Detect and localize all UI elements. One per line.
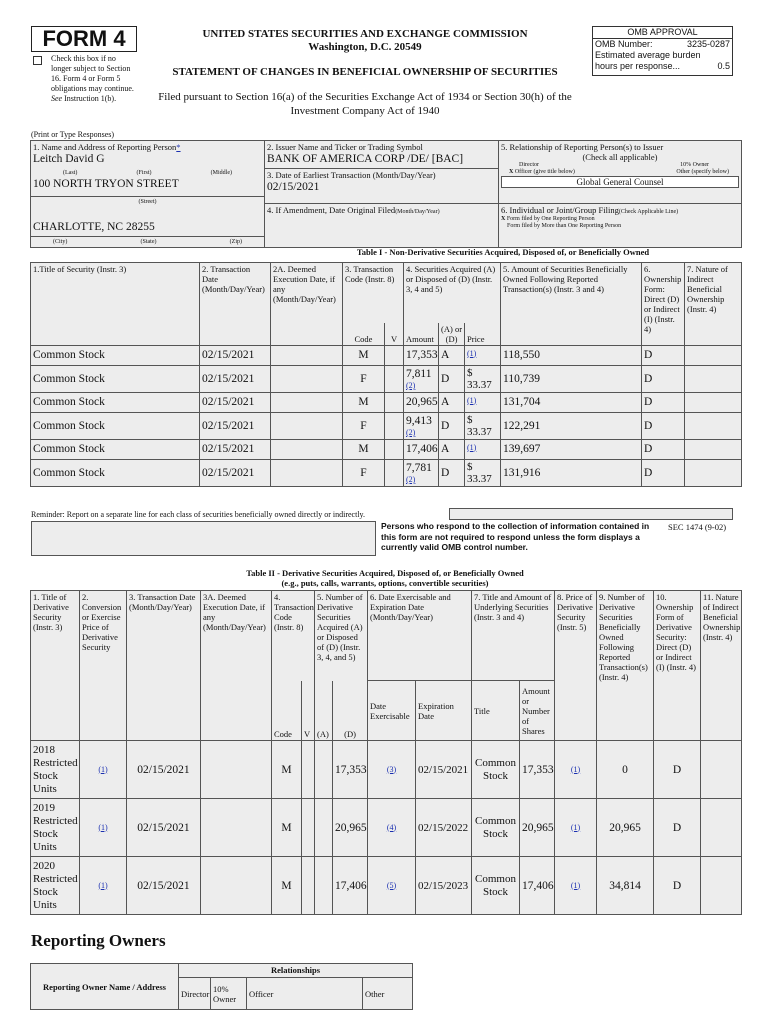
t1-nature: [685, 459, 742, 486]
omb-approval-box: [592, 26, 733, 76]
t1-v: [385, 439, 404, 459]
reporting-person-street: 100 NORTH TRYON STREET: [33, 178, 179, 190]
t1-security-title: Common Stock: [31, 439, 200, 459]
t2-date-exercisable[interactable]: [368, 799, 416, 857]
no-longer-subject-checkbox[interactable]: [33, 56, 42, 65]
t1-deemed-date: [271, 392, 343, 412]
t2-h-v: V: [302, 681, 315, 741]
t1-amount: [404, 365, 439, 392]
omb-number-label: OMB Number:: [595, 39, 653, 49]
t2-acquired: [315, 857, 333, 915]
t1-price: $ 33.37: [465, 412, 501, 439]
omb-title: OMB APPROVAL: [593, 27, 732, 39]
t1-code: M: [343, 439, 385, 459]
t2-underlying-title: Common Stock: [472, 857, 520, 915]
t1-amount: [404, 439, 439, 459]
director-option: Director: [519, 162, 539, 168]
issuer-label: 2. Issuer Name and Ticker or Trading Symbol: [267, 142, 423, 152]
table2-title-line1: Table II - Derivative Securities Acquired, Disposed of, or Beneficially Owned: [246, 568, 524, 578]
t1-v: [385, 392, 404, 412]
t2-h-conv: 2. Conversion or Exercise Price of Derivative Security: [80, 591, 127, 741]
t2-derivative-price[interactable]: [555, 857, 597, 915]
reminder-left-box: [31, 521, 376, 556]
t1-security-title: Common Stock: [31, 412, 200, 439]
t1-price[interactable]: [465, 345, 501, 365]
t1-amount-footnote-link[interactable]: (2): [406, 475, 416, 484]
t2-deemed-date: [201, 799, 272, 857]
reporting-owners-heading: Reporting Owners: [31, 931, 166, 950]
agency-name: [170, 28, 560, 54]
t2-h-title: 1. Title of Derivative Security (Instr. 3): [31, 591, 80, 741]
t2-owned-following: 34,814: [597, 857, 654, 915]
t1-h-aord: (A) or (D): [439, 323, 465, 346]
t2-underlying-amount: 17,353: [520, 741, 555, 799]
t2-owned-following: 0: [597, 741, 654, 799]
t1-owned-following: 131,704: [501, 392, 642, 412]
t1-transaction-date: 02/15/2021: [200, 459, 271, 486]
t2-h-code-sub: Code: [272, 681, 302, 741]
t1-v: [385, 365, 404, 392]
t2-date-exercisable-link[interactable]: (4): [386, 822, 397, 832]
t2-date-exercisable-link[interactable]: (5): [386, 880, 397, 890]
t2-deemed-date: [201, 857, 272, 915]
t2-h-nature: 11. Nature of Indirect Beneficial Ownership (Instr. 4): [701, 591, 742, 741]
reporting-owners-table: [30, 963, 413, 1010]
t2-h-code: 4. Transaction Code (Instr. 8): [272, 591, 315, 681]
t1-owned-following: 110,739: [501, 365, 642, 392]
earliest-date-label: 3. Date of Earliest Transaction (Month/Day/Year): [267, 170, 436, 180]
t1-transaction-date: 02/15/2021: [200, 392, 271, 412]
t1-deemed-date: [271, 365, 343, 392]
t1-code: F: [343, 412, 385, 439]
checkbox-instruction: [51, 54, 135, 104]
t1-price[interactable]: [465, 439, 501, 459]
t1-price-link[interactable]: (1): [467, 348, 477, 358]
t1-amount-footnote-link[interactable]: (2): [406, 381, 416, 390]
filed-pursuant: Filed pursuant to Section 16(a) of the Securities Exchange Act of 1934 or Section 30(h) of the Investment Company Act of 1940: [158, 91, 572, 117]
t1-h-date: 2. Transaction Date (Month/Day/Year): [200, 263, 271, 346]
t1-ownership-form: D: [642, 365, 685, 392]
t1-a-or-d: D: [439, 365, 465, 392]
t2-h-price: 8. Price of Derivative Security (Instr. 5): [555, 591, 597, 741]
t1-deemed-date: [271, 345, 343, 365]
t1-v: [385, 412, 404, 439]
t2-ownership-form: D: [654, 799, 701, 857]
t1-code: M: [343, 392, 385, 412]
t1-price-link[interactable]: (1): [467, 395, 477, 405]
t1-h-amount: Amount: [404, 323, 439, 346]
reporting-info-grid: [30, 140, 742, 248]
t1-nature: [685, 345, 742, 365]
t2-h-under-amount: Amount or Number of Shares: [520, 681, 555, 741]
t2-nature: [701, 799, 742, 857]
t1-a-or-d: D: [439, 412, 465, 439]
t1-h-form: 6. Ownership Form: Direct (D) or Indirect (I) (Instr. 4): [642, 263, 685, 346]
t1-amount: [404, 459, 439, 486]
box1-star-link[interactable]: *: [176, 142, 181, 152]
t1-security-title: Common Stock: [31, 365, 200, 392]
t2-nature: [701, 741, 742, 799]
t1-price-link[interactable]: (1): [467, 442, 477, 452]
table1-non-derivative: [30, 262, 742, 487]
t2-disposed: 20,965: [333, 799, 368, 857]
t1-amount: [404, 345, 439, 365]
t2-code: M: [272, 741, 302, 799]
t2-transaction-date: 02/15/2021: [127, 857, 201, 915]
table2-row: [31, 857, 742, 915]
t2-conversion-price-link[interactable]: (1): [98, 880, 108, 890]
t2-acquired: [315, 799, 333, 857]
last-label: (Last): [63, 170, 78, 176]
t2-derivative-price-link[interactable]: (1): [570, 764, 581, 774]
t2-h-date: 3. Transaction Date (Month/Day/Year): [127, 591, 201, 741]
t2-security-title: 2020 Restricted Stock Units: [31, 857, 80, 915]
table2-body: [31, 741, 742, 915]
t2-conversion-price-link[interactable]: (1): [98, 764, 108, 774]
t1-owned-following: 139,697: [501, 439, 642, 459]
t1-amount: [404, 412, 439, 439]
t2-h-underlying: 7. Title and Amount of Underlying Securities (Instr. 3 and 4): [472, 591, 555, 681]
table2-title: [150, 568, 620, 588]
agency-line1: UNITED STATES SECURITIES AND EXCHANGE COMMISSION: [202, 28, 528, 40]
t2-h-exercisable: Date Exercisable: [368, 681, 416, 741]
t1-code: F: [343, 459, 385, 486]
t1-owned-following: 131,916: [501, 459, 642, 486]
t1-security-title: Common Stock: [31, 345, 200, 365]
group-one: Form filed by One Reporting Person: [506, 215, 595, 222]
owners-h-director: Director: [179, 978, 211, 1010]
t1-price: $ 33.37: [465, 459, 501, 486]
check-all-label: (Check all applicable): [582, 152, 658, 162]
group-mark: X: [501, 215, 506, 222]
t2-expiration-date: 02/15/2021: [416, 741, 472, 799]
table1-row: [31, 345, 742, 365]
owners-h-relationships: Relationships: [179, 964, 413, 978]
sec-code: SEC 1474 (9-02): [668, 522, 727, 532]
t2-derivative-price-link[interactable]: (1): [570, 822, 581, 832]
omb-number-value: 3235-0287: [686, 39, 730, 49]
t2-ownership-form: D: [654, 857, 701, 915]
box6-group-filing: [499, 203, 742, 247]
box2-3-issuer: [265, 141, 499, 204]
box1-label: 1. Name and Address of Reporting Person: [33, 142, 177, 152]
t1-amount-value: 20,965: [406, 396, 438, 408]
t1-nature: [685, 439, 742, 459]
owners-h-other: Other: [363, 978, 413, 1010]
t2-date-exercisable-link[interactable]: (3): [386, 764, 397, 774]
t2-derivative-price[interactable]: [555, 799, 597, 857]
t1-v: [385, 345, 404, 365]
t2-deemed-date: [201, 741, 272, 799]
t2-acquired: [315, 741, 333, 799]
officer-title: Global General Counsel: [501, 176, 739, 188]
form-title: FORM 4: [31, 26, 137, 52]
t1-ownership-form: D: [642, 459, 685, 486]
table2-title-line2: (e.g., puts, calls, warrants, options, convertible securities): [281, 578, 489, 588]
t1-h-deemed: 2A. Deemed Execution Date, if any (Month/Day/Year): [271, 263, 343, 346]
t1-deemed-date: [271, 439, 343, 459]
t2-disposed: 17,353: [333, 741, 368, 799]
checkbox-text: Check this box if no longer subject to Section 16. Form 4 or Form 5 obligations may continue.: [51, 54, 134, 93]
t2-conversion-price[interactable]: [80, 857, 127, 915]
t2-ownership-form: D: [654, 741, 701, 799]
t2-security-title: 2018 Restricted Stock Units: [31, 741, 80, 799]
t1-ownership-form: D: [642, 439, 685, 459]
omb-hours-label: hours per response...: [595, 61, 681, 71]
earliest-date-value: 02/15/2021: [267, 181, 320, 193]
t1-h-acquired: 4. Securities Acquired (A) or Disposed of (D) (Instr. 3, 4 and 5): [404, 263, 501, 323]
table1-row: [31, 412, 742, 439]
t1-amount-value: 7,781: [406, 462, 432, 474]
amend-small: (Month/Day/Year): [395, 208, 440, 215]
t1-h-price: Price: [465, 323, 501, 346]
t2-date-exercisable[interactable]: [368, 857, 416, 915]
t2-h-deemed: 3A. Deemed Execution Date, if any (Month/Day/Year): [201, 591, 272, 741]
other-option: Other (specify below): [676, 169, 729, 175]
t1-amount-value: 17,353: [406, 349, 438, 361]
t2-disposed: 17,406: [333, 857, 368, 915]
middle-label: (Middle): [210, 170, 232, 176]
t2-expiration-date: 02/15/2023: [416, 857, 472, 915]
issuer-value: BANK OF AMERICA CORP /DE/ [BAC]: [267, 153, 464, 165]
t1-deemed-date: [271, 459, 343, 486]
box4-amendment: [265, 203, 499, 247]
officer-option: Officer (give title below): [514, 169, 575, 175]
t1-ownership-form: D: [642, 412, 685, 439]
t1-h-owned: 5. Amount of Securities Beneficially Owned Following Reported Transaction(s) (Instr. 3 and 4): [501, 263, 642, 346]
city-label: (City): [53, 239, 68, 245]
t2-owned-following: 20,965: [597, 799, 654, 857]
t1-h-nature: 7. Nature of Indirect Beneficial Ownership (Instr. 4): [685, 263, 742, 346]
reminder-right-box: [449, 508, 733, 520]
t1-nature: [685, 365, 742, 392]
t2-transaction-date: 02/15/2021: [127, 741, 201, 799]
t2-h-dates: 6. Date Exercisable and Expiration Date (Month/Day/Year): [368, 591, 472, 681]
t2-v: [302, 799, 315, 857]
t2-date-exercisable[interactable]: [368, 741, 416, 799]
table2-row: [31, 799, 742, 857]
t2-code: M: [272, 857, 302, 915]
box1-name-address: [31, 141, 265, 248]
t1-amount-value: 17,406: [406, 443, 438, 455]
table1-row: [31, 365, 742, 392]
t2-security-title: 2019 Restricted Stock Units: [31, 799, 80, 857]
t1-a-or-d: A: [439, 392, 465, 412]
amend-label: 4. If Amendment, Date Original Filed: [267, 204, 396, 215]
t2-h-expiration: Expiration Date: [416, 681, 472, 741]
t2-v: [302, 741, 315, 799]
ten-pct-option: 10% Owner: [680, 162, 709, 168]
reporting-person-name: Leitch David G: [33, 153, 105, 165]
zip-label: (Zip): [229, 239, 242, 245]
t2-conversion-price-link[interactable]: (1): [98, 822, 108, 832]
box5-relationship: [499, 141, 742, 204]
t2-derivative-price[interactable]: [555, 741, 597, 799]
table1-row: [31, 439, 742, 459]
checkbox-instr: Instruction 1(b).: [64, 94, 117, 103]
checkbox-see: See: [51, 94, 63, 103]
t1-price: $ 33.37: [465, 365, 501, 392]
t1-v: [385, 459, 404, 486]
t2-derivative-price-link[interactable]: (1): [570, 880, 581, 890]
t1-owned-following: 122,291: [501, 412, 642, 439]
t1-transaction-date: 02/15/2021: [200, 439, 271, 459]
t1-transaction-date: 02/15/2021: [200, 412, 271, 439]
t1-ownership-form: D: [642, 392, 685, 412]
statement-title: STATEMENT OF CHANGES IN BENEFICIAL OWNERSHIP OF SECURITIES: [172, 66, 558, 78]
t1-h-v: V: [385, 323, 404, 346]
t2-v: [302, 857, 315, 915]
t1-amount-value: 9,413: [406, 415, 432, 427]
t2-underlying-amount: 17,406: [520, 857, 555, 915]
t1-h-title: 1.Title of Security (Instr. 3): [31, 263, 200, 346]
t1-owned-following: 118,550: [501, 345, 642, 365]
group-small: (Check Applicable Line): [618, 208, 679, 215]
t2-h-d: (D): [333, 681, 368, 741]
t1-ownership-form: D: [642, 345, 685, 365]
t2-transaction-date: 02/15/2021: [127, 799, 201, 857]
omb-hours-value: 0.5: [717, 61, 730, 71]
state-label: (State): [140, 239, 157, 245]
t2-underlying-amount: 20,965: [520, 799, 555, 857]
t1-deemed-date: [271, 412, 343, 439]
t1-a-or-d: A: [439, 345, 465, 365]
t1-a-or-d: A: [439, 439, 465, 459]
owners-h-officer: Officer: [247, 978, 363, 1010]
t1-code: F: [343, 365, 385, 392]
t2-h-owned: 9. Number of Derivative Securities Beneficially Owned Following Reported Transaction(s) (Instr. 4): [597, 591, 654, 741]
t1-amount: [404, 392, 439, 412]
t1-amount-value: 7,811: [406, 368, 432, 380]
reporting-person-city: CHARLOTTE, NC 28255: [33, 221, 155, 233]
owners-h-ten-pct: 10% Owner: [211, 978, 247, 1010]
relationship-label: 5. Relationship of Reporting Person(s) to Issuer: [501, 142, 664, 152]
t1-nature: [685, 392, 742, 412]
t1-price[interactable]: [465, 392, 501, 412]
persons-notice: Persons who respond to the collection of information contained in this form are not required to respond unless the form displays a currently valid OMB control number.: [381, 521, 650, 552]
t1-amount-footnote-link[interactable]: (2): [406, 428, 416, 437]
owners-h-name: Reporting Owner Name / Address: [31, 964, 179, 1010]
t2-h-a: (A): [315, 681, 333, 741]
table2-row: [31, 741, 742, 799]
street-label: (Street): [138, 199, 157, 205]
officer-mark: X: [509, 169, 514, 175]
t1-transaction-date: 02/15/2021: [200, 365, 271, 392]
table1-title: Table I - Non-Derivative Securities Acquired, Disposed of, or Beneficially Owned: [356, 247, 650, 257]
t1-nature: [685, 412, 742, 439]
t1-h-code-sub: Code: [343, 323, 385, 346]
t2-expiration-date: 02/15/2022: [416, 799, 472, 857]
group-more: Form filed by More than One Reporting Person: [507, 222, 622, 229]
group-label: 6. Individual or Joint/Group Filing: [501, 204, 619, 215]
agency-line2: Washington, D.C. 20549: [308, 41, 422, 53]
t2-nature: [701, 857, 742, 915]
t2-conversion-price[interactable]: [80, 741, 127, 799]
print-or-type: (Print or Type Responses): [31, 130, 115, 139]
first-label: (First): [136, 170, 152, 176]
table2-derivative: [30, 590, 742, 915]
table1-row: [31, 392, 742, 412]
t1-security-title: Common Stock: [31, 459, 200, 486]
t1-h-code: 3. Transaction Code (Instr. 8): [343, 263, 404, 323]
t2-underlying-title: Common Stock: [472, 741, 520, 799]
omb-burden-label: Estimated average burden: [595, 50, 701, 60]
t2-h-number: 5. Number of Derivative Securities Acquired (A) or Disposed of (D) (Instr. 3, 4, and 5): [315, 591, 368, 681]
t1-a-or-d: D: [439, 459, 465, 486]
t2-conversion-price[interactable]: [80, 799, 127, 857]
table1-row: [31, 459, 742, 486]
t2-h-form: 10. Ownership Form of Derivative Security: Direct (D) or Indirect (I) (Instr. 4): [654, 591, 701, 741]
reminder-text: Reminder: Report on a separate line for each class of securities beneficially owned directly or indirectly.: [31, 510, 366, 519]
t1-code: M: [343, 345, 385, 365]
t2-h-under-title: Title: [472, 681, 520, 741]
t1-security-title: Common Stock: [31, 392, 200, 412]
t2-underlying-title: Common Stock: [472, 799, 520, 857]
table1-body: [31, 345, 742, 486]
t2-code: M: [272, 799, 302, 857]
t1-transaction-date: 02/15/2021: [200, 345, 271, 365]
